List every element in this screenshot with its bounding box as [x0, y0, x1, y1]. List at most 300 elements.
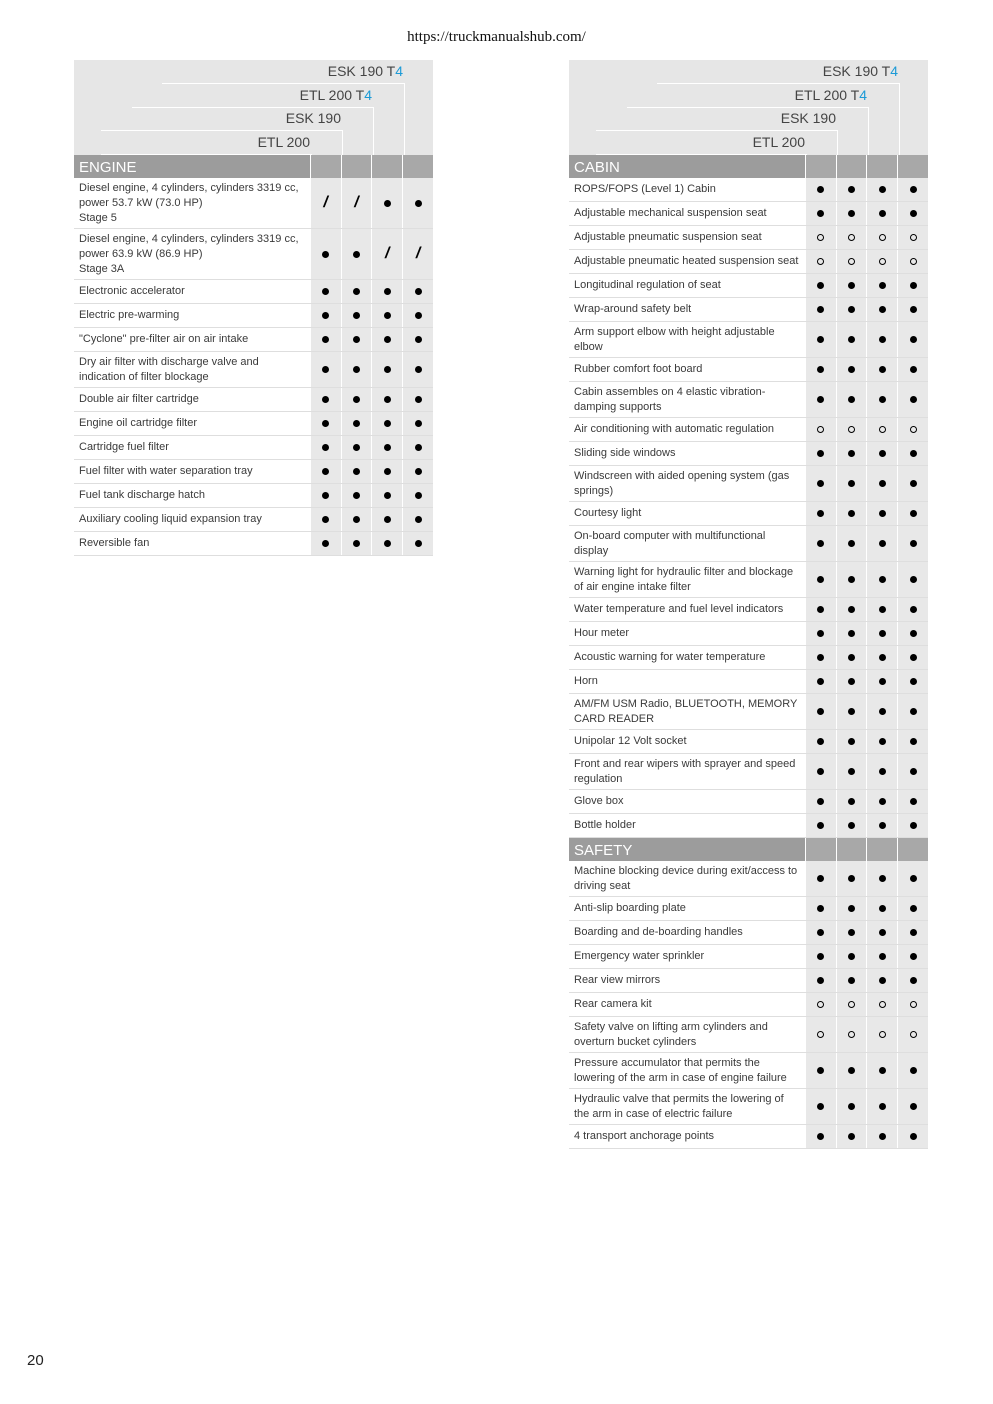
standard-dot-icon: [342, 436, 372, 459]
optional-ring-icon: [898, 226, 928, 249]
standard-dot-icon: [867, 921, 897, 944]
model-connector-line: [627, 107, 869, 108]
optional-ring-icon: [898, 993, 928, 1016]
section-column-cell: [806, 155, 836, 178]
feature-label: Anti-slip boarding plate: [574, 902, 686, 914]
model-3-availability: [372, 229, 402, 279]
model-column-guide: [899, 83, 900, 155]
standard-dot-icon: [806, 790, 836, 813]
standard-dot-icon: [342, 229, 372, 279]
section-column-cell: [806, 838, 836, 861]
standard-dot-icon: [898, 622, 928, 645]
feature-label: Air conditioning with automatic regulation: [574, 423, 774, 435]
standard-dot-icon: [403, 178, 433, 228]
standard-dot-icon: [837, 274, 867, 297]
standard-dot-icon: [837, 598, 867, 621]
standard-dot-icon: [867, 502, 897, 525]
model-name: ESK 190 T: [822, 63, 891, 79]
model-name: ETL 200: [257, 134, 310, 150]
standard-dot-icon: [837, 622, 867, 645]
feature-row: [569, 1125, 928, 1149]
feature-row: [569, 646, 928, 670]
feature-row: [74, 229, 433, 280]
standard-dot-icon: [837, 921, 867, 944]
standard-dot-icon: [372, 436, 402, 459]
feature-row: [74, 460, 433, 484]
feature-row: [74, 388, 433, 412]
standard-dot-icon: [837, 897, 867, 920]
feature-row: [569, 598, 928, 622]
feature-row: [569, 382, 928, 418]
feature-row: [569, 466, 928, 502]
standard-dot-icon: [311, 532, 341, 555]
standard-dot-icon: [867, 646, 897, 669]
optional-ring-icon: [867, 993, 897, 1016]
feature-row: [569, 358, 928, 382]
section-column-cell: [837, 155, 867, 178]
model-label-1: [823, 63, 898, 79]
feature-row: [74, 178, 433, 229]
standard-dot-icon: [898, 1089, 928, 1124]
standard-dot-icon: [311, 460, 341, 483]
optional-ring-icon: [898, 1017, 928, 1052]
standard-dot-icon: [837, 1053, 867, 1088]
feature-label: Engine oil cartridge filter: [79, 417, 198, 429]
optional-ring-icon: [837, 226, 867, 249]
standard-dot-icon: [837, 322, 867, 357]
feature-label: Front and rear wipers with sprayer and speed regulation: [574, 757, 796, 785]
feature-row: [569, 993, 928, 1017]
feature-label: Rear camera kit: [574, 998, 652, 1010]
standard-dot-icon: [898, 322, 928, 357]
model-name: ESK 190: [780, 110, 836, 126]
standard-dot-icon: [867, 945, 897, 968]
standard-dot-icon: [806, 670, 836, 693]
standard-dot-icon: [837, 730, 867, 753]
standard-dot-icon: [837, 790, 867, 813]
standard-dot-icon: [342, 508, 372, 531]
standard-dot-icon: [837, 945, 867, 968]
standard-dot-icon: [867, 526, 897, 561]
feature-label: Unipolar 12 Volt socket: [574, 735, 687, 747]
standard-dot-icon: [342, 484, 372, 507]
standard-dot-icon: [898, 861, 928, 896]
feature-row: [569, 178, 928, 202]
standard-dot-icon: [806, 298, 836, 321]
standard-dot-icon: [403, 532, 433, 555]
feature-row: [569, 562, 928, 598]
standard-dot-icon: [898, 1125, 928, 1148]
standard-dot-icon: [806, 646, 836, 669]
section-title: SAFETY: [569, 838, 805, 861]
section-column-cell: [898, 155, 928, 178]
standard-dot-icon: [806, 730, 836, 753]
feature-row: [569, 274, 928, 298]
standard-dot-icon: [898, 754, 928, 789]
feature-row: [74, 508, 433, 532]
model-label-2: [795, 87, 867, 103]
standard-dot-icon: [342, 328, 372, 351]
standard-dot-icon: [403, 304, 433, 327]
not-available-mark: /: [354, 194, 359, 211]
optional-ring-icon: [806, 226, 836, 249]
feature-row: [74, 436, 433, 460]
model-column-guide: [311, 154, 312, 155]
standard-dot-icon: [372, 532, 402, 555]
feature-label: On-board computer with multifunctional display: [574, 529, 766, 557]
model-4-availability: [403, 229, 433, 279]
feature-row: [569, 442, 928, 466]
model-name: ESK 190 T: [327, 63, 396, 79]
optional-ring-icon: [806, 993, 836, 1016]
model-name: ETL 200 T: [794, 87, 860, 103]
feature-row: [74, 484, 433, 508]
standard-dot-icon: [806, 526, 836, 561]
standard-dot-icon: [372, 508, 402, 531]
feature-label: Fuel filter with water separation tray: [79, 465, 253, 477]
standard-dot-icon: [867, 298, 897, 321]
feature-label: Hydraulic valve that permits the lowering of the arm in case of electric failure: [574, 1092, 784, 1120]
model-label-3: [286, 110, 341, 126]
standard-dot-icon: [806, 694, 836, 729]
model-label-3: [781, 110, 836, 126]
standard-dot-icon: [837, 202, 867, 225]
model-name: ETL 200 T: [299, 87, 365, 103]
feature-row: [74, 304, 433, 328]
feature-label: Adjustable pneumatic suspension seat: [574, 231, 762, 243]
standard-dot-icon: [342, 304, 372, 327]
feature-row: [74, 412, 433, 436]
standard-dot-icon: [806, 598, 836, 621]
standard-dot-icon: [867, 466, 897, 501]
standard-dot-icon: [898, 298, 928, 321]
feature-label: Warning light for hydraulic filter and blockage of air engine intake filter: [574, 565, 794, 593]
header-url[interactable]: https://truckmanualshub.com/: [407, 29, 586, 45]
section-column-cell: [311, 155, 341, 178]
feature-label: Acoustic warning for water temperature: [574, 651, 766, 663]
section-header-cabin: [569, 155, 928, 178]
standard-dot-icon: [837, 466, 867, 501]
feature-label: 4 transport anchorage points: [574, 1130, 715, 1142]
optional-ring-icon: [837, 993, 867, 1016]
standard-dot-icon: [372, 388, 402, 411]
feature-label: Water temperature and fuel level indicators: [574, 603, 784, 615]
standard-dot-icon: [898, 897, 928, 920]
optional-ring-icon: [806, 418, 836, 441]
section-column-cell: [837, 838, 867, 861]
standard-dot-icon: [898, 646, 928, 669]
optional-ring-icon: [806, 250, 836, 273]
not-available-mark: /: [323, 194, 328, 211]
model-column-guide: [373, 107, 374, 155]
standard-dot-icon: [372, 412, 402, 435]
standard-dot-icon: [867, 861, 897, 896]
feature-label: Horn: [574, 675, 598, 687]
standard-dot-icon: [867, 178, 897, 201]
standard-dot-icon: [372, 352, 402, 387]
model-label-1: [328, 63, 403, 79]
standard-dot-icon: [806, 1053, 836, 1088]
optional-ring-icon: [837, 1017, 867, 1052]
section-title: ENGINE: [74, 155, 310, 178]
feature-label: "Cyclone" pre-filter air on air intake: [79, 333, 249, 345]
standard-dot-icon: [806, 861, 836, 896]
model-suffix-t4: 4: [364, 87, 372, 103]
section-header-safety: [569, 838, 928, 861]
model-header: [569, 60, 928, 155]
model-label-4: [753, 134, 805, 150]
standard-dot-icon: [342, 352, 372, 387]
standard-dot-icon: [867, 274, 897, 297]
standard-dot-icon: [867, 382, 897, 417]
standard-dot-icon: [806, 322, 836, 357]
feature-label: Boarding and de-boarding handles: [574, 926, 743, 938]
standard-dot-icon: [898, 502, 928, 525]
model-header: [74, 60, 433, 155]
feature-row: [569, 250, 928, 274]
model-connector-line: [596, 154, 807, 155]
feature-label: Windscreen with aided opening system (gas springs): [574, 469, 790, 497]
standard-dot-icon: [867, 1089, 897, 1124]
standard-dot-icon: [806, 466, 836, 501]
feature-row: [569, 322, 928, 358]
feature-row: [569, 418, 928, 442]
feature-label: Fuel tank discharge hatch: [79, 489, 205, 501]
feature-row: [74, 532, 433, 556]
standard-dot-icon: [837, 382, 867, 417]
standard-dot-icon: [311, 436, 341, 459]
standard-dot-icon: [898, 598, 928, 621]
feature-row: [569, 202, 928, 226]
standard-dot-icon: [898, 382, 928, 417]
feature-label: AM/FM USM Radio, BLUETOOTH, MEMORY CARD READER: [574, 697, 798, 725]
feature-label: Glove box: [574, 795, 624, 807]
model-column-guide: [404, 83, 405, 155]
model-suffix-t4: 4: [890, 63, 898, 79]
standard-dot-icon: [342, 532, 372, 555]
standard-dot-icon: [372, 280, 402, 303]
feature-label: Electronic accelerator: [79, 285, 185, 297]
feature-row: [569, 1053, 928, 1089]
standard-dot-icon: [898, 526, 928, 561]
standard-dot-icon: [806, 382, 836, 417]
feature-label: Safety valve on lifting arm cylinders and overturn bucket cylinders: [574, 1020, 768, 1048]
standard-dot-icon: [867, 790, 897, 813]
standard-dot-icon: [372, 484, 402, 507]
model-connector-line: [101, 130, 343, 131]
standard-dot-icon: [867, 814, 897, 837]
optional-ring-icon: [867, 226, 897, 249]
standard-dot-icon: [867, 442, 897, 465]
standard-dot-icon: [342, 280, 372, 303]
feature-row: [569, 526, 928, 562]
standard-dot-icon: [372, 460, 402, 483]
feature-row: [569, 298, 928, 322]
standard-dot-icon: [372, 304, 402, 327]
feature-label: ROPS/FOPS (Level 1) Cabin: [574, 183, 716, 195]
standard-dot-icon: [403, 280, 433, 303]
standard-dot-icon: [837, 814, 867, 837]
feature-label: Bottle holder: [574, 819, 636, 831]
standard-dot-icon: [837, 298, 867, 321]
feature-row: [569, 814, 928, 838]
standard-dot-icon: [837, 526, 867, 561]
standard-dot-icon: [806, 202, 836, 225]
standard-dot-icon: [898, 442, 928, 465]
feature-label: Machine blocking device during exit/access to driving seat: [574, 864, 798, 892]
feature-label: Cartridge fuel filter: [79, 441, 169, 453]
standard-dot-icon: [837, 1089, 867, 1124]
feature-label: Adjustable pneumatic heated suspension seat: [574, 255, 799, 267]
standard-dot-icon: [837, 694, 867, 729]
feature-row: [569, 670, 928, 694]
model-connector-line: [101, 154, 312, 155]
feature-label: Pressure accumulator that permits the lowering of the arm in case of engine failure: [574, 1056, 787, 1084]
standard-dot-icon: [806, 945, 836, 968]
standard-dot-icon: [898, 730, 928, 753]
feature-label: Hour meter: [574, 627, 630, 639]
standard-dot-icon: [311, 388, 341, 411]
standard-dot-icon: [403, 436, 433, 459]
standard-dot-icon: [837, 502, 867, 525]
optional-ring-icon: [898, 250, 928, 273]
standard-dot-icon: [311, 484, 341, 507]
standard-dot-icon: [867, 897, 897, 920]
section-title: CABIN: [569, 155, 805, 178]
standard-dot-icon: [898, 969, 928, 992]
model-connector-line: [596, 130, 838, 131]
optional-ring-icon: [867, 250, 897, 273]
model-name: ESK 190: [285, 110, 341, 126]
model-connector-line: [132, 107, 374, 108]
section-header-engine: [74, 155, 433, 178]
standard-dot-icon: [837, 1125, 867, 1148]
standard-dot-icon: [372, 178, 402, 228]
standard-dot-icon: [342, 460, 372, 483]
optional-ring-icon: [867, 418, 897, 441]
standard-dot-icon: [867, 694, 897, 729]
standard-dot-icon: [806, 897, 836, 920]
standard-dot-icon: [806, 1089, 836, 1124]
feature-label: Dry air filter with discharge valve and indication of filter blockage: [79, 355, 259, 383]
standard-dot-icon: [806, 754, 836, 789]
optional-ring-icon: [867, 1017, 897, 1052]
feature-row: [569, 790, 928, 814]
feature-label: Sliding side windows: [574, 447, 676, 459]
feature-label: Reversible fan: [79, 537, 150, 549]
standard-dot-icon: [311, 229, 341, 279]
feature-row: [569, 502, 928, 526]
standard-dot-icon: [403, 412, 433, 435]
feature-row: [74, 352, 433, 388]
standard-dot-icon: [898, 202, 928, 225]
standard-dot-icon: [867, 598, 897, 621]
feature-row: [74, 280, 433, 304]
standard-dot-icon: [372, 328, 402, 351]
model-label-2: [300, 87, 372, 103]
model-connector-line: [162, 83, 405, 84]
standard-dot-icon: [403, 484, 433, 507]
standard-dot-icon: [867, 622, 897, 645]
standard-dot-icon: [806, 502, 836, 525]
model-1-availability: [311, 178, 341, 228]
model-column-guide: [868, 107, 869, 155]
model-column-guide: [806, 154, 807, 155]
standard-dot-icon: [898, 814, 928, 837]
feature-row: [74, 328, 433, 352]
standard-dot-icon: [898, 670, 928, 693]
standard-dot-icon: [898, 921, 928, 944]
standard-dot-icon: [867, 969, 897, 992]
feature-label: Arm support elbow with height adjustable elbow: [574, 325, 775, 353]
standard-dot-icon: [898, 178, 928, 201]
model-2-availability: [342, 178, 372, 228]
standard-dot-icon: [806, 814, 836, 837]
feature-row: [569, 622, 928, 646]
feature-label: Rubber comfort foot board: [574, 363, 703, 375]
standard-dot-icon: [837, 358, 867, 381]
feature-label: Electric pre-warming: [79, 309, 180, 321]
standard-dot-icon: [837, 861, 867, 896]
right-spec-table: [569, 60, 928, 1149]
standard-dot-icon: [403, 460, 433, 483]
model-suffix-t4: 4: [395, 63, 403, 79]
optional-ring-icon: [806, 1017, 836, 1052]
model-label-4: [258, 134, 310, 150]
feature-row: [569, 945, 928, 969]
feature-label: Emergency water sprinkler: [574, 950, 705, 962]
standard-dot-icon: [898, 790, 928, 813]
standard-dot-icon: [898, 562, 928, 597]
model-column-guide: [342, 130, 343, 155]
standard-dot-icon: [867, 754, 897, 789]
standard-dot-icon: [806, 274, 836, 297]
standard-dot-icon: [311, 508, 341, 531]
standard-dot-icon: [898, 945, 928, 968]
not-available-mark: /: [415, 245, 421, 262]
standard-dot-icon: [806, 442, 836, 465]
feature-label: Auxiliary cooling liquid expansion tray: [79, 513, 262, 525]
standard-dot-icon: [806, 178, 836, 201]
standard-dot-icon: [403, 508, 433, 531]
section-column-cell: [867, 838, 897, 861]
standard-dot-icon: [311, 412, 341, 435]
standard-dot-icon: [867, 1053, 897, 1088]
standard-dot-icon: [837, 562, 867, 597]
standard-dot-icon: [311, 352, 341, 387]
standard-dot-icon: [898, 1053, 928, 1088]
model-connector-line: [657, 83, 900, 84]
standard-dot-icon: [403, 328, 433, 351]
feature-label: Longitudinal regulation of seat: [574, 279, 721, 291]
feature-row: [569, 226, 928, 250]
feature-label: Diesel engine, 4 cylinders, cylinders 3319 cc, power 63.9 kW (86.9 HP) Stage 3A: [79, 232, 299, 275]
feature-row: [569, 897, 928, 921]
feature-label: Adjustable mechanical suspension seat: [574, 207, 767, 219]
standard-dot-icon: [806, 969, 836, 992]
standard-dot-icon: [342, 388, 372, 411]
feature-label: Wrap-around safety belt: [574, 303, 692, 315]
feature-row: [569, 921, 928, 945]
not-available-mark: /: [385, 245, 390, 262]
model-name: ETL 200: [752, 134, 805, 150]
standard-dot-icon: [403, 352, 433, 387]
standard-dot-icon: [403, 388, 433, 411]
optional-ring-icon: [837, 418, 867, 441]
standard-dot-icon: [867, 358, 897, 381]
standard-dot-icon: [837, 178, 867, 201]
standard-dot-icon: [837, 442, 867, 465]
